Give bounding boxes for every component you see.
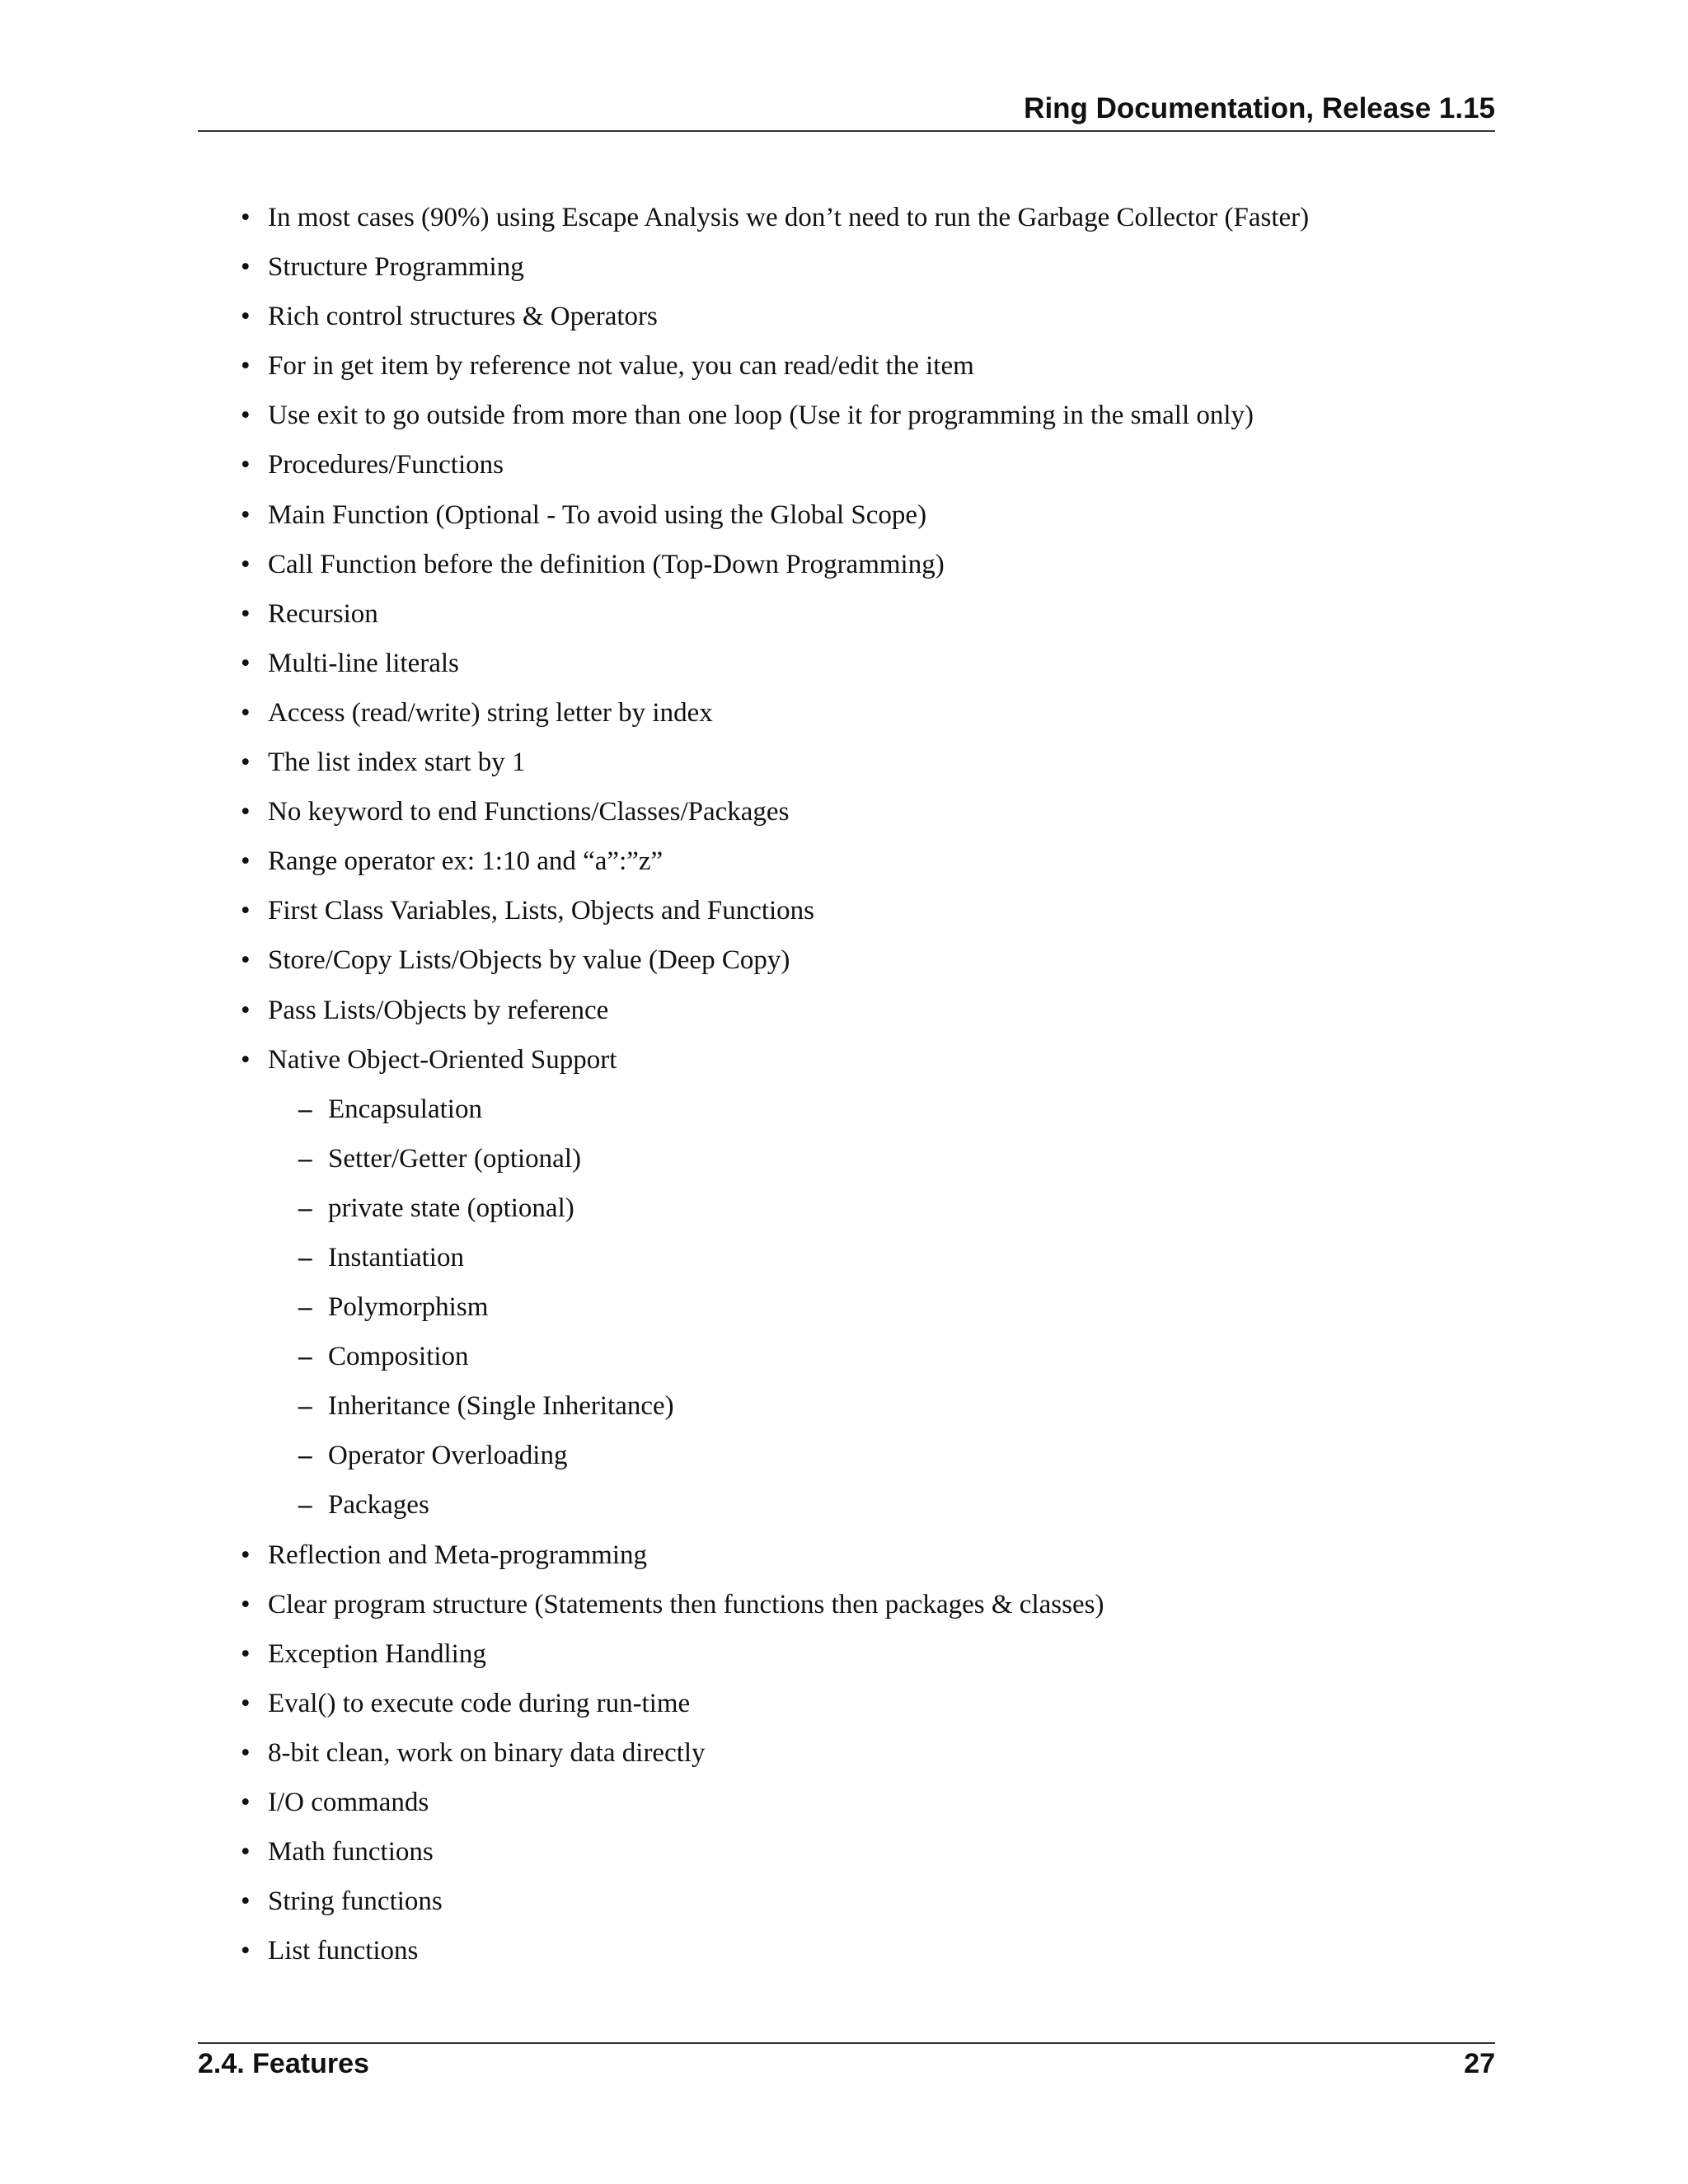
list-item-text: Pass Lists/Objects by reference xyxy=(268,995,609,1025)
dash-marker: – xyxy=(298,1342,312,1372)
sub-list-item xyxy=(0,1436,1688,1485)
footer-rule xyxy=(198,2042,1495,2044)
dash-marker: – xyxy=(298,1143,312,1174)
list-item-text: The list index start by 1 xyxy=(268,748,526,778)
list-item xyxy=(0,1832,1688,1882)
bullet-marker: • xyxy=(241,1540,251,1570)
list-item xyxy=(0,247,1688,297)
list-item xyxy=(0,445,1688,494)
list-item xyxy=(0,1733,1688,1783)
list-item xyxy=(0,792,1688,841)
bullet-marker: • xyxy=(241,1936,251,1966)
list-item-text: Exception Handling xyxy=(268,1638,486,1669)
sub-list-item xyxy=(0,1386,1688,1436)
bullet-marker: • xyxy=(241,896,251,926)
list-item xyxy=(0,1535,1688,1585)
bullet-marker: • xyxy=(241,995,251,1025)
list-item xyxy=(0,1585,1688,1634)
bullet-marker: • xyxy=(241,697,251,728)
bullet-marker: • xyxy=(241,1688,251,1718)
list-item-text: First Class Variables, Lists, Objects and Functions xyxy=(268,896,815,926)
list-item-text: 8-bit clean, work on binary data directly xyxy=(268,1737,706,1768)
list-item-text: Recursion xyxy=(268,598,378,629)
bullet-marker: • xyxy=(241,1837,251,1868)
list-item-text: Setter/Getter (optional) xyxy=(328,1143,581,1174)
list-item-text: Clear program structure (Statements then functions then packages & classes) xyxy=(268,1589,1104,1619)
list-item-text: Composition xyxy=(328,1342,469,1372)
list-item xyxy=(0,743,1688,792)
bullet-marker: • xyxy=(241,401,251,431)
list-item xyxy=(0,297,1688,346)
list-item-text: Procedures/Functions xyxy=(268,450,504,480)
sub-list-item xyxy=(0,1287,1688,1337)
sub-list-item xyxy=(0,1090,1688,1139)
bullet-marker: • xyxy=(241,797,251,827)
bullet-marker: • xyxy=(241,203,251,232)
list-item-text: Encapsulation xyxy=(328,1094,482,1124)
sub-list-item xyxy=(0,1485,1688,1535)
list-item-text: I/O commands xyxy=(268,1788,429,1817)
list-item-text: List functions xyxy=(268,1936,419,1966)
sub-list-item xyxy=(0,1188,1688,1238)
list-item-text: Call Function before the definition (Top-Down Programming) xyxy=(268,549,945,579)
list-item-text: Store/Copy Lists/Objects by value (Deep Copy) xyxy=(268,945,790,976)
bullet-marker: • xyxy=(241,598,251,629)
list-item xyxy=(0,940,1688,990)
list-item-text: Access (read/write) string letter by index xyxy=(268,697,713,728)
list-item-text: Instantiation xyxy=(328,1242,464,1272)
list-item xyxy=(0,1684,1688,1733)
bullet-marker: • xyxy=(241,1044,251,1075)
header-rule xyxy=(198,130,1495,132)
bullet-marker: • xyxy=(241,1589,251,1619)
dash-marker: – xyxy=(298,1391,312,1422)
list-item-text: Eval() to execute code during run-time xyxy=(268,1688,691,1718)
list-item-text: Inheritance (Single Inheritance) xyxy=(328,1391,674,1422)
list-item xyxy=(0,198,1688,247)
list-item-text: Multi-line literals xyxy=(268,648,459,678)
list-item-text: Range operator ex: 1:10 and “a”:”z” xyxy=(268,846,663,877)
list-item xyxy=(0,1783,1688,1832)
list-item xyxy=(0,346,1688,396)
dash-marker: – xyxy=(298,1441,312,1471)
dash-marker: – xyxy=(298,1094,312,1124)
feature-list xyxy=(0,198,1688,1980)
dash-marker: – xyxy=(298,1292,312,1323)
bullet-marker: • xyxy=(241,1886,251,1917)
bullet-marker: • xyxy=(241,252,251,283)
list-item xyxy=(0,1040,1688,1090)
list-item-text: For in get item by reference not value, you can read/edit the item xyxy=(268,351,974,382)
dash-marker: – xyxy=(298,1490,312,1521)
list-item xyxy=(0,545,1688,594)
bullet-marker: • xyxy=(241,648,251,678)
list-item xyxy=(0,693,1688,743)
list-item xyxy=(0,1634,1688,1684)
bullet-marker: • xyxy=(241,1638,251,1669)
bullet-marker: • xyxy=(241,499,251,530)
list-item xyxy=(0,396,1688,445)
list-item xyxy=(0,891,1688,940)
list-item-text: No keyword to end Functions/Classes/Packages xyxy=(268,797,790,827)
footer-section-title: 2.4. Features xyxy=(198,2048,369,2079)
list-item-text: Packages xyxy=(328,1490,429,1521)
list-item xyxy=(0,841,1688,891)
list-item-text: Reflection and Meta-programming xyxy=(268,1540,648,1570)
list-item-text: Structure Programming xyxy=(268,252,524,283)
bullet-marker: • xyxy=(241,846,251,877)
list-item-text: String functions xyxy=(268,1886,443,1917)
bullet-marker: • xyxy=(241,748,251,778)
list-item xyxy=(0,1882,1688,1931)
sub-list-item xyxy=(0,1238,1688,1287)
bullet-marker: • xyxy=(241,450,251,480)
dash-marker: – xyxy=(298,1242,312,1272)
list-item-text: Use exit to go outside from more than one loop (Use it for programming in the small only) xyxy=(268,401,1254,431)
sub-list-item xyxy=(0,1337,1688,1386)
dash-marker: – xyxy=(298,1193,312,1223)
bullet-marker: • xyxy=(241,1737,251,1768)
bullet-marker: • xyxy=(241,945,251,976)
bullet-marker: • xyxy=(241,549,251,579)
page-number: 27 xyxy=(1464,2048,1495,2079)
list-item-text: Operator Overloading xyxy=(328,1441,568,1471)
sub-list-item xyxy=(0,1139,1688,1188)
list-item xyxy=(0,991,1688,1040)
bullet-marker: • xyxy=(241,302,251,332)
list-item-text: Math functions xyxy=(268,1837,434,1868)
list-item xyxy=(0,644,1688,693)
list-item-text: Polymorphism xyxy=(328,1292,489,1323)
list-item-text: private state (optional) xyxy=(328,1193,574,1223)
list-item-text: Main Function (Optional - To avoid using the Global Scope) xyxy=(268,499,927,530)
list-item-text: Rich control structures & Operators xyxy=(268,302,658,332)
bullet-marker: • xyxy=(241,351,251,382)
list-item xyxy=(0,1931,1688,1980)
running-header-title: Ring Documentation, Release 1.15 xyxy=(1024,92,1495,124)
list-item xyxy=(0,594,1688,644)
bullet-marker: • xyxy=(241,1788,251,1817)
list-item xyxy=(0,495,1688,545)
list-item-text: Native Object-Oriented Support xyxy=(268,1044,617,1075)
list-item-text: In most cases (90%) using Escape Analysis we don’t need to run the Garbage Collector (Faster) xyxy=(268,203,1310,232)
